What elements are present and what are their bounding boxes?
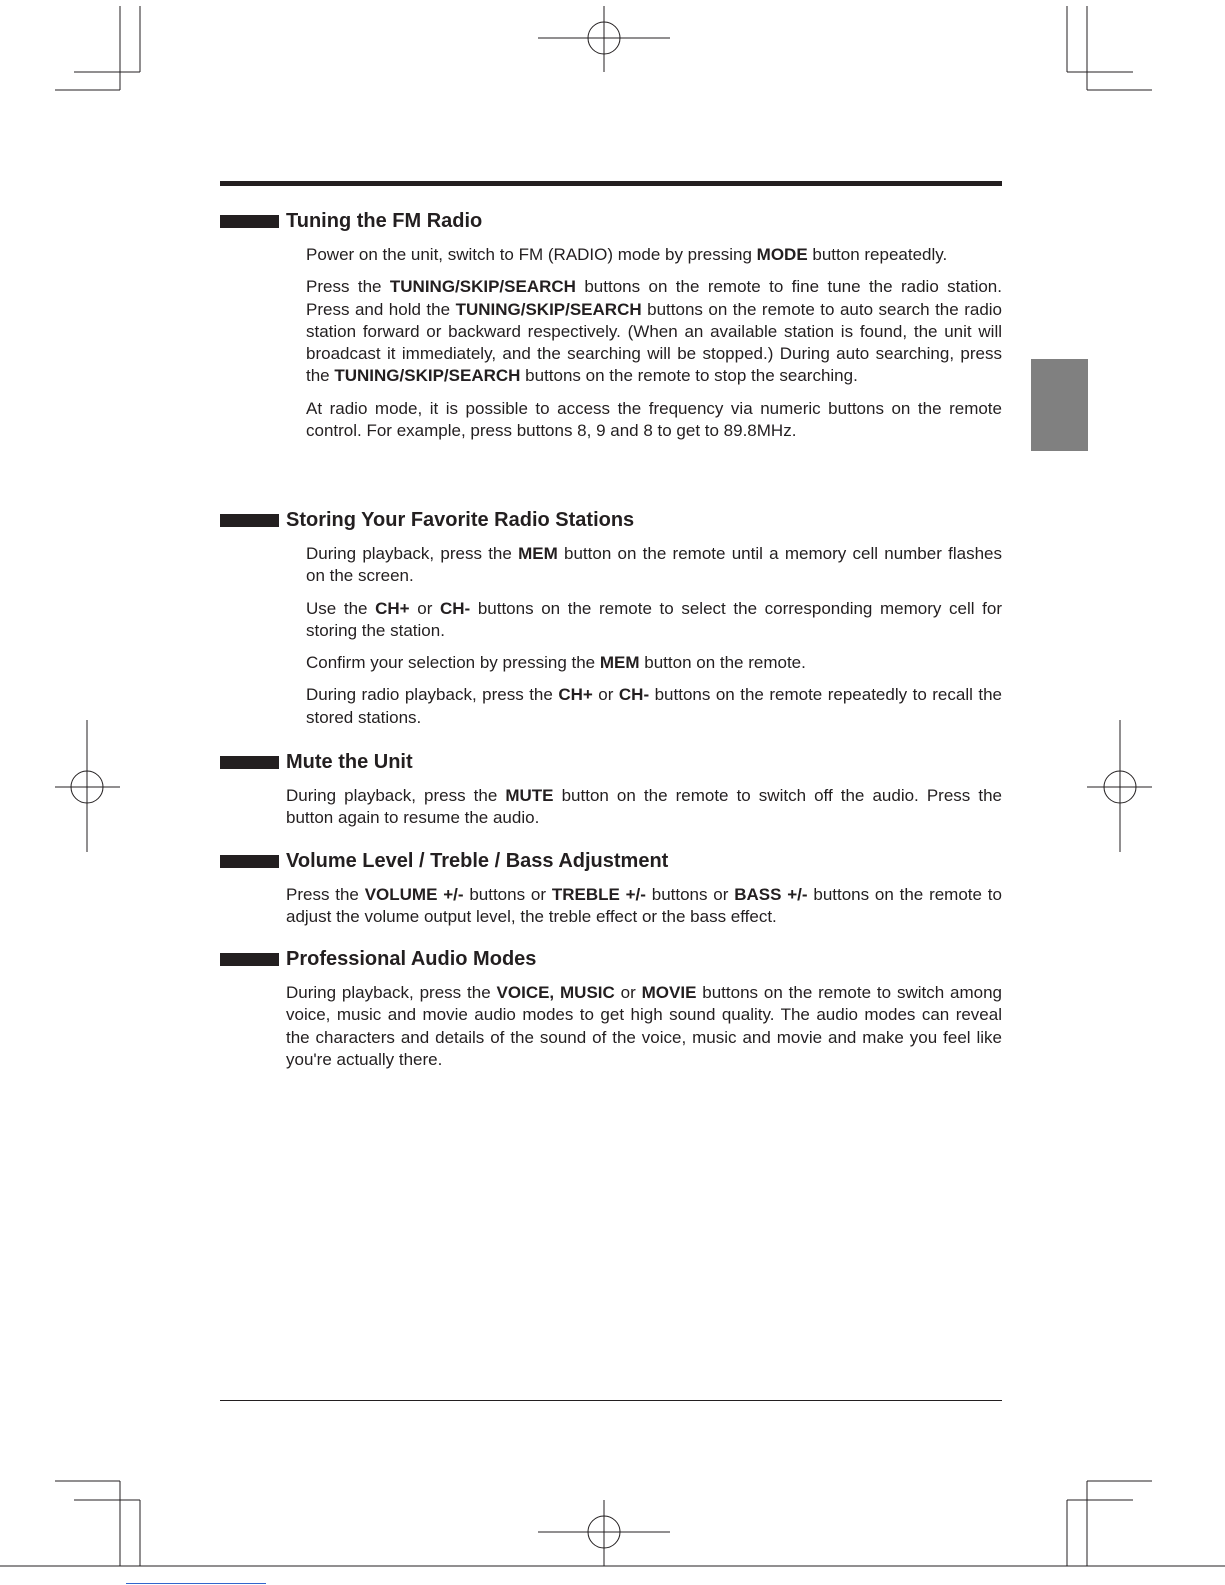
paragraph [286, 884, 1002, 929]
text-run: button repeatedly. [807, 245, 948, 264]
bold-term: MEM [599, 653, 640, 673]
text-run: buttons on the remote to stop the searching. [520, 366, 858, 386]
paragraph [306, 276, 1002, 387]
paragraph [286, 785, 1002, 830]
paragraph [286, 982, 1002, 1071]
bold-term: MUTE [505, 786, 554, 805]
section-storing-stations [220, 508, 1002, 729]
text-run: buttons on the remote repeatedly to recall the stored stations. [306, 685, 1002, 727]
bold-term: CH+ [558, 685, 593, 705]
section-title: Storing Your Favorite Radio Stations [286, 509, 635, 531]
text-run: or [409, 598, 440, 618]
text-run: buttons or [463, 885, 552, 904]
text-run: button on the remote until a memory cell number flashes on the screen. [306, 544, 1002, 586]
top-rule [220, 181, 1002, 186]
text-run: Press the [306, 277, 390, 297]
bold-term: MEM [518, 544, 558, 563]
paragraph [306, 652, 1002, 674]
section-heading [220, 209, 1002, 233]
text-run: button on the remote. [639, 653, 806, 673]
bold-term: TUNING/SKIP/SEARCH [389, 277, 576, 297]
text-run: At radio mode, it is possible to access the frequency via numeric buttons on the remote control. For example, press buttons 8, 9 and 8 to get to 89.8MHz. [306, 398, 1002, 441]
heading-bar [220, 215, 279, 228]
text-run: During radio playback, press the [306, 685, 559, 705]
text-run: or [592, 685, 619, 705]
text-run: During playback, press the [306, 544, 519, 563]
section-heading [220, 508, 1002, 532]
bottom-rule [220, 1400, 1002, 1401]
bold-term: TREBLE +/- [551, 885, 646, 904]
bold-term: VOICE, MUSIC [496, 983, 615, 1002]
bold-term: CH+ [375, 598, 410, 618]
section-title: Tuning the FM Radio [286, 210, 483, 232]
bold-term: CH- [618, 685, 650, 705]
bold-term: TUNING/SKIP/SEARCH [334, 366, 521, 386]
text-run: buttons on the remote to adjust the volume output level, the treble effect or the bass effect. [286, 885, 1002, 927]
section-heading [220, 849, 1002, 873]
paragraph [306, 598, 1002, 643]
bold-term: MODE [756, 245, 808, 264]
section-title: Professional Audio Modes [286, 948, 537, 970]
heading-bar [220, 855, 279, 868]
text-run: or [614, 983, 642, 1002]
section-title: Volume Level / Treble / Bass Adjustment [286, 850, 669, 872]
text-run: buttons or [645, 885, 735, 904]
bold-term: TUNING/SKIP/SEARCH [455, 299, 642, 319]
paragraph [306, 684, 1002, 729]
text-run: button on the remote to switch off the audio. Press the button again to resume the audio. [286, 786, 1002, 828]
text-run: Press the [286, 885, 365, 904]
section-heading [220, 947, 1002, 971]
paragraph [306, 244, 1002, 266]
bold-term: VOLUME +/- [364, 885, 464, 904]
bold-term: MOVIE [641, 983, 697, 1002]
heading-bar [220, 953, 279, 966]
text-run: During playback, press the [286, 983, 497, 1002]
text-run: buttons on the remote to select the corresponding memory cell for storing the station. [306, 598, 1003, 640]
text-run: Confirm your selection by pressing the [306, 653, 600, 673]
text-run: buttons on the remote to switch among voice, music and movie audio modes to get high sound quality. The audio modes can reveal the characters and details of the sound of the voice, music and movie and make you feel like you're actually there. [286, 983, 1003, 1069]
heading-bar [220, 514, 279, 527]
section-title: Mute the Unit [286, 751, 413, 773]
thumb-tab [1031, 359, 1088, 451]
section-mute [220, 750, 1002, 830]
heading-bar [220, 756, 279, 769]
paragraph [306, 398, 1002, 443]
text-run: buttons on the remote to auto search the radio station forward or backward respectively. (When an available station is found, the unit will broadcast it immediately, and the searching will be stopped.) During auto searching, press the [306, 299, 1003, 386]
text-run: During playback, press the [286, 786, 506, 805]
text-run: Use the [306, 598, 376, 618]
section-tuning-fm-radio [220, 209, 1002, 442]
text-run: buttons on the remote to fine tune the radio station. Press and hold the [306, 277, 1002, 319]
bold-term: CH- [439, 598, 471, 618]
bold-term: BASS +/- [734, 885, 808, 904]
section-volume-treble-bass [220, 849, 1002, 929]
paragraph [306, 543, 1002, 588]
text-run: Power on the unit, switch to FM (RADIO) mode by pressing [306, 245, 757, 264]
section-heading [220, 750, 1002, 774]
section-audio-modes [220, 947, 1002, 1071]
bottom-edge-line [126, 1583, 266, 1584]
